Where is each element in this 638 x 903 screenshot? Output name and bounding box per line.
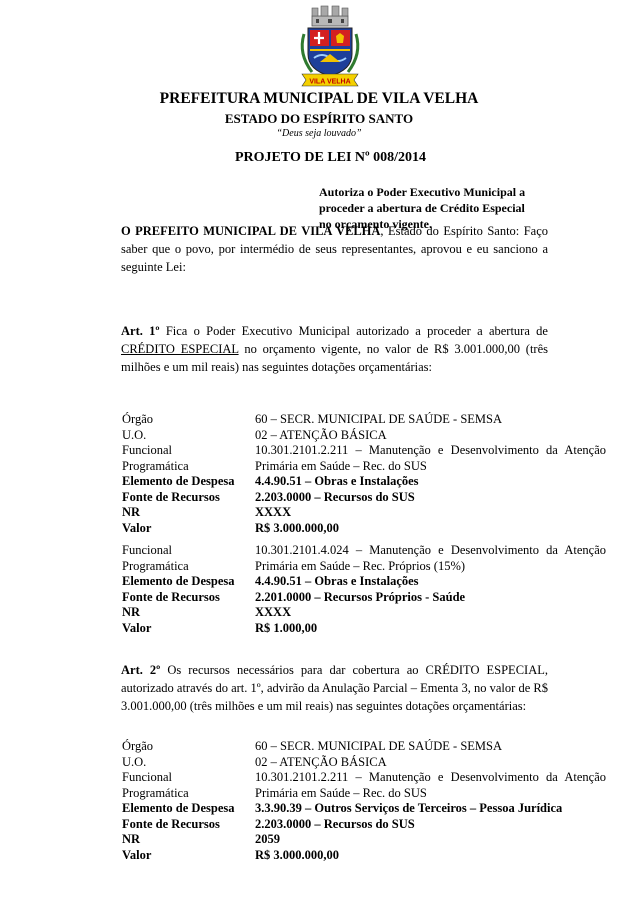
row-programatica <box>122 559 606 575</box>
article-1 <box>121 322 548 376</box>
row-programatica <box>122 786 606 802</box>
label-elemento: Elemento de Despesa <box>122 474 235 488</box>
article-2-label: Art. 2º <box>121 663 161 677</box>
article-2 <box>121 661 548 715</box>
value-valor: R$ 3.000.000,00 <box>255 847 340 862</box>
value-programatica: Primária em Saúde – Rec. do SUS <box>255 458 427 473</box>
preamble <box>121 222 548 276</box>
preamble-lead: O PREFEITO MUNICIPAL DE VILA VELHA <box>121 224 381 238</box>
row-orgao <box>122 739 606 755</box>
value-nr: 2059 <box>255 832 280 846</box>
value-uo: 02 – ATENÇÃO BÁSICA <box>255 754 387 769</box>
motto: “Deus seja louvado” <box>276 128 362 139</box>
label-programatica: Programática <box>122 785 189 800</box>
row-nr <box>122 605 606 621</box>
value-elemento: 4.4.90.51 – Obras e Instalações <box>255 574 419 588</box>
row-uo <box>122 755 606 771</box>
row-elemento <box>122 474 606 490</box>
row-fonte <box>122 590 606 606</box>
row-uo <box>122 428 606 444</box>
state-name: ESTADO DO ESPÍRITO SANTO <box>224 111 414 126</box>
row-funcional <box>122 543 606 559</box>
row-elemento <box>122 574 606 590</box>
row-fonte <box>122 817 606 833</box>
row-fonte <box>122 490 606 506</box>
value-orgao: 60 – SECR. MUNICIPAL DE SAÚDE - SEMSA <box>255 412 503 426</box>
label-uo: U.O. <box>122 754 147 769</box>
value-funcional: 10.301.2101.2.211 – Manutenção e Desenvolvimento da Atenção <box>255 443 606 457</box>
value-orgao: 60 – SECR. MUNICIPAL DE SAÚDE - SEMSA <box>255 739 503 753</box>
row-programatica <box>122 459 606 475</box>
value-elemento: 4.4.90.51 – Obras e Instalações <box>255 474 419 488</box>
label-valor: Valor <box>122 620 152 635</box>
value-fonte: 2.203.0000 – Recursos do SUS <box>255 816 415 831</box>
ementa-line: Autoriza o Poder Executivo Municipal a <box>319 185 526 199</box>
label-nr: NR <box>122 832 141 846</box>
label-uo: U.O. <box>122 427 147 442</box>
article-2-text: Os recursos necessários para dar cobertura ao CRÉDITO ESPECIAL, autorizado através do art. 1º, advirão da Anulação Parcial – Ementa 3, no valor de R$ 3.001.000,00 (três milhões e um mil reais) nas seguintes dotações orçamentárias: <box>121 663 548 713</box>
article-1-credit: CRÉDITO ESPECIAL <box>121 342 239 356</box>
article-1-text-b: no orçamento vigente, no valor de R$ 3.001.000,00 (três milhões e um mil reais) nas seguintes dotações orçamentárias: <box>121 342 549 374</box>
value-funcional: 10.301.2101.4.024 – Manutenção e Desenvolvimento da Atenção <box>255 543 606 557</box>
article-1-text-a: Fica o Poder Executivo Municipal autorizado a proceder a abertura de <box>159 324 548 338</box>
row-valor <box>122 521 606 537</box>
article-1-label: Art. 1º <box>121 324 160 338</box>
crest-caption: VILA VELHA <box>309 78 351 86</box>
value-valor: R$ 1.000,00 <box>255 620 318 635</box>
row-nr <box>122 505 606 521</box>
value-programatica: Primária em Saúde – Rec. Próprios (15%) <box>255 558 466 573</box>
prefeitura-title: PREFEITURA MUNICIPAL DE VILA VELHA <box>159 90 479 107</box>
value-fonte: 2.203.0000 – Recursos do SUS <box>255 489 415 504</box>
label-programatica: Programática <box>122 458 189 473</box>
value-funcional: 10.301.2101.2.211 – Manutenção e Desenvolvimento da Atenção <box>255 770 606 784</box>
label-elemento: Elemento de Despesa <box>122 801 235 815</box>
row-elemento <box>122 801 606 817</box>
label-fonte: Fonte de Recursos <box>122 816 220 831</box>
value-uo: 02 – ATENÇÃO BÁSICA <box>255 427 387 442</box>
value-fonte: 2.201.0000 – Recursos Próprios - Saúde <box>255 589 466 604</box>
value-valor: R$ 3.000.000,00 <box>255 520 340 535</box>
label-funcional: Funcional <box>122 543 172 557</box>
label-valor: Valor <box>122 520 152 535</box>
row-valor <box>122 848 606 864</box>
ementa-line: proceder a abertura de Crédito Especial <box>319 201 525 215</box>
value-nr: XXXX <box>255 605 292 619</box>
row-nr <box>122 832 606 848</box>
label-fonte: Fonte de Recursos <box>122 489 220 504</box>
value-nr: XXXX <box>255 505 292 519</box>
label-fonte: Fonte de Recursos <box>122 589 220 604</box>
row-orgao <box>122 412 606 428</box>
label-elemento: Elemento de Despesa <box>122 574 235 588</box>
bill-number: PROJETO DE LEI Nº 008/2014 <box>235 150 427 165</box>
row-funcional <box>122 770 606 786</box>
preamble-text: , Estado do Espírito Santo: Faço saber que o povo, por intermédio de seus representantes, aprovou e eu sanciono a seguinte Lei: <box>121 224 548 274</box>
row-valor <box>122 621 606 637</box>
allocation-block-2 <box>122 543 606 636</box>
value-elemento: 3.3.90.39 – Outros Serviços de Terceiros – Pessoa Jurídica <box>255 801 563 815</box>
label-nr: NR <box>122 605 141 619</box>
allocation-block-3 <box>122 739 606 863</box>
label-funcional: Funcional <box>122 770 172 784</box>
label-orgao: Órgão <box>122 412 154 426</box>
label-programatica: Programática <box>122 558 189 573</box>
label-funcional: Funcional <box>122 443 172 457</box>
row-funcional <box>122 443 606 459</box>
label-nr: NR <box>122 505 141 519</box>
label-orgao: Órgão <box>122 739 154 753</box>
label-valor: Valor <box>122 847 152 862</box>
value-programatica: Primária em Saúde – Rec. do SUS <box>255 785 427 800</box>
crown-icon <box>312 6 348 26</box>
allocation-block-1 <box>122 412 606 536</box>
municipal-crest-logo <box>296 4 364 88</box>
ementa-line: no orçamento vigente. <box>319 217 432 231</box>
